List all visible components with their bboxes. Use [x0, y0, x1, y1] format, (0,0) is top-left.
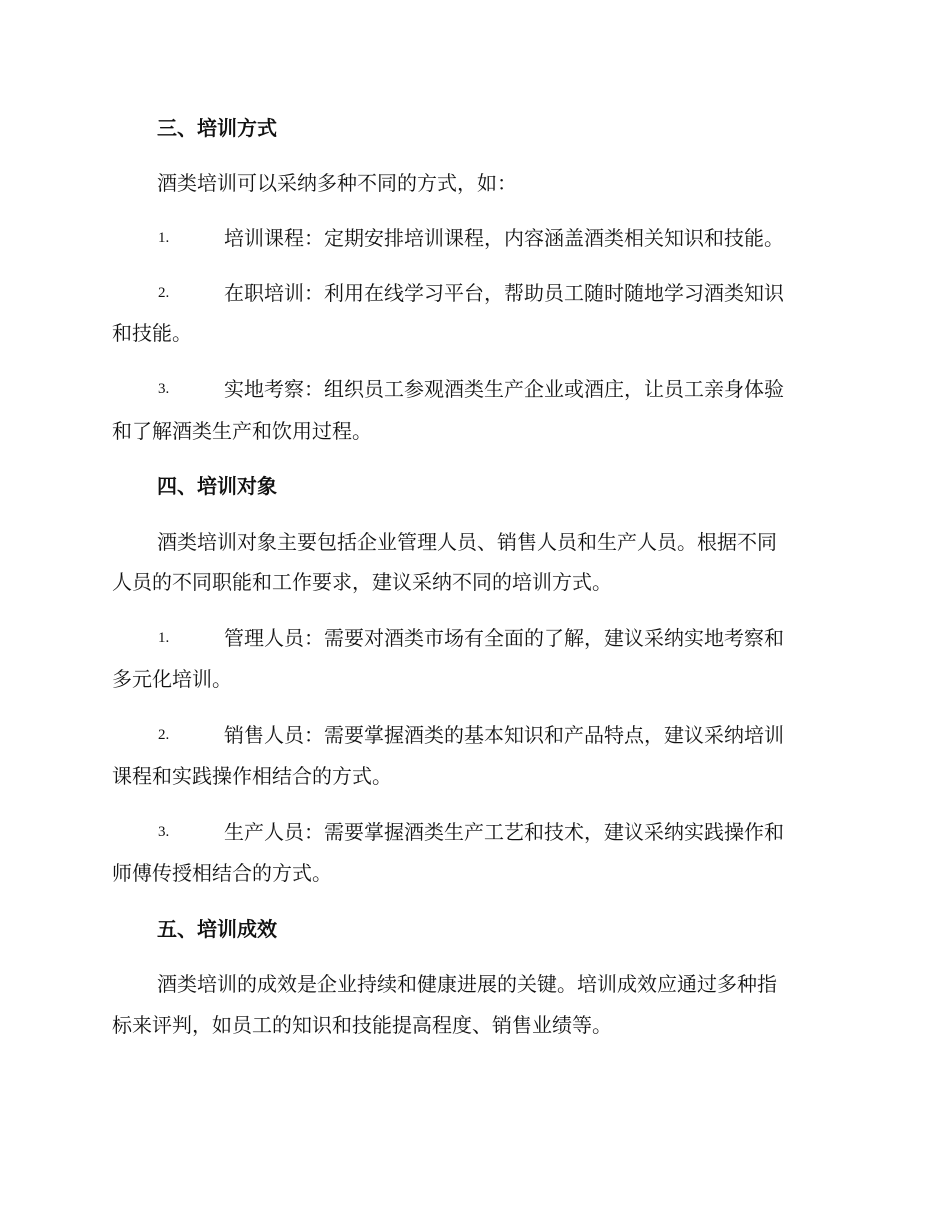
paragraph-line: 酒类培训的成效是企业持续和健康进展的关键。培训成效应通过多种指	[157, 972, 777, 996]
list-item-line: 实地考察：组织员工参观酒类生产企业或酒庄，让员工亲身体验	[224, 377, 784, 401]
list-item-line: 管理人员：需要对酒类市场有全面的了解，建议采纳实地考察和	[224, 626, 784, 650]
paragraph-line: 标来评判，如员工的知识和技能提高程度、销售业绩等。	[112, 1013, 612, 1037]
list-item-line: 课程和实践操作相结合的方式。	[112, 764, 392, 788]
list-number: 2.	[158, 285, 170, 301]
list-item-line: 销售人员：需要掌握酒类的基本知识和产品特点，建议采纳培训	[224, 723, 784, 747]
list-number: 1.	[158, 230, 170, 246]
section-heading: 五、培训成效	[157, 917, 277, 941]
list-item-line: 生产人员：需要掌握酒类生产工艺和技术，建议采纳实践操作和	[224, 820, 784, 844]
list-number: 1.	[158, 630, 170, 646]
paragraph-line: 酒类培训对象主要包括企业管理人员、销售人员和生产人员。根据不同	[157, 530, 777, 554]
paragraph-line: 人员的不同职能和工作要求，建议采纳不同的培训方式。	[112, 570, 612, 594]
paragraph-line: 酒类培训可以采纳多种不同的方式，如：	[157, 171, 517, 195]
list-item-line: 多元化培训。	[112, 667, 232, 691]
list-item-line: 在职培训：利用在线学习平台，帮助员工随时随地学习酒类知识	[224, 281, 784, 305]
section-heading: 三、培训方式	[157, 116, 277, 140]
list-number: 3.	[158, 381, 170, 397]
list-number: 2.	[158, 727, 170, 743]
list-item-line: 和技能。	[112, 321, 192, 345]
list-number: 3.	[158, 824, 170, 840]
section-heading: 四、培训对象	[157, 474, 277, 498]
list-item-line: 培训课程：定期安排培训课程，内容涵盖酒类相关知识和技能。	[224, 226, 784, 250]
list-item-line: 师傅传授相结合的方式。	[112, 861, 332, 885]
list-item-line: 和了解酒类生产和饮用过程。	[112, 419, 372, 443]
